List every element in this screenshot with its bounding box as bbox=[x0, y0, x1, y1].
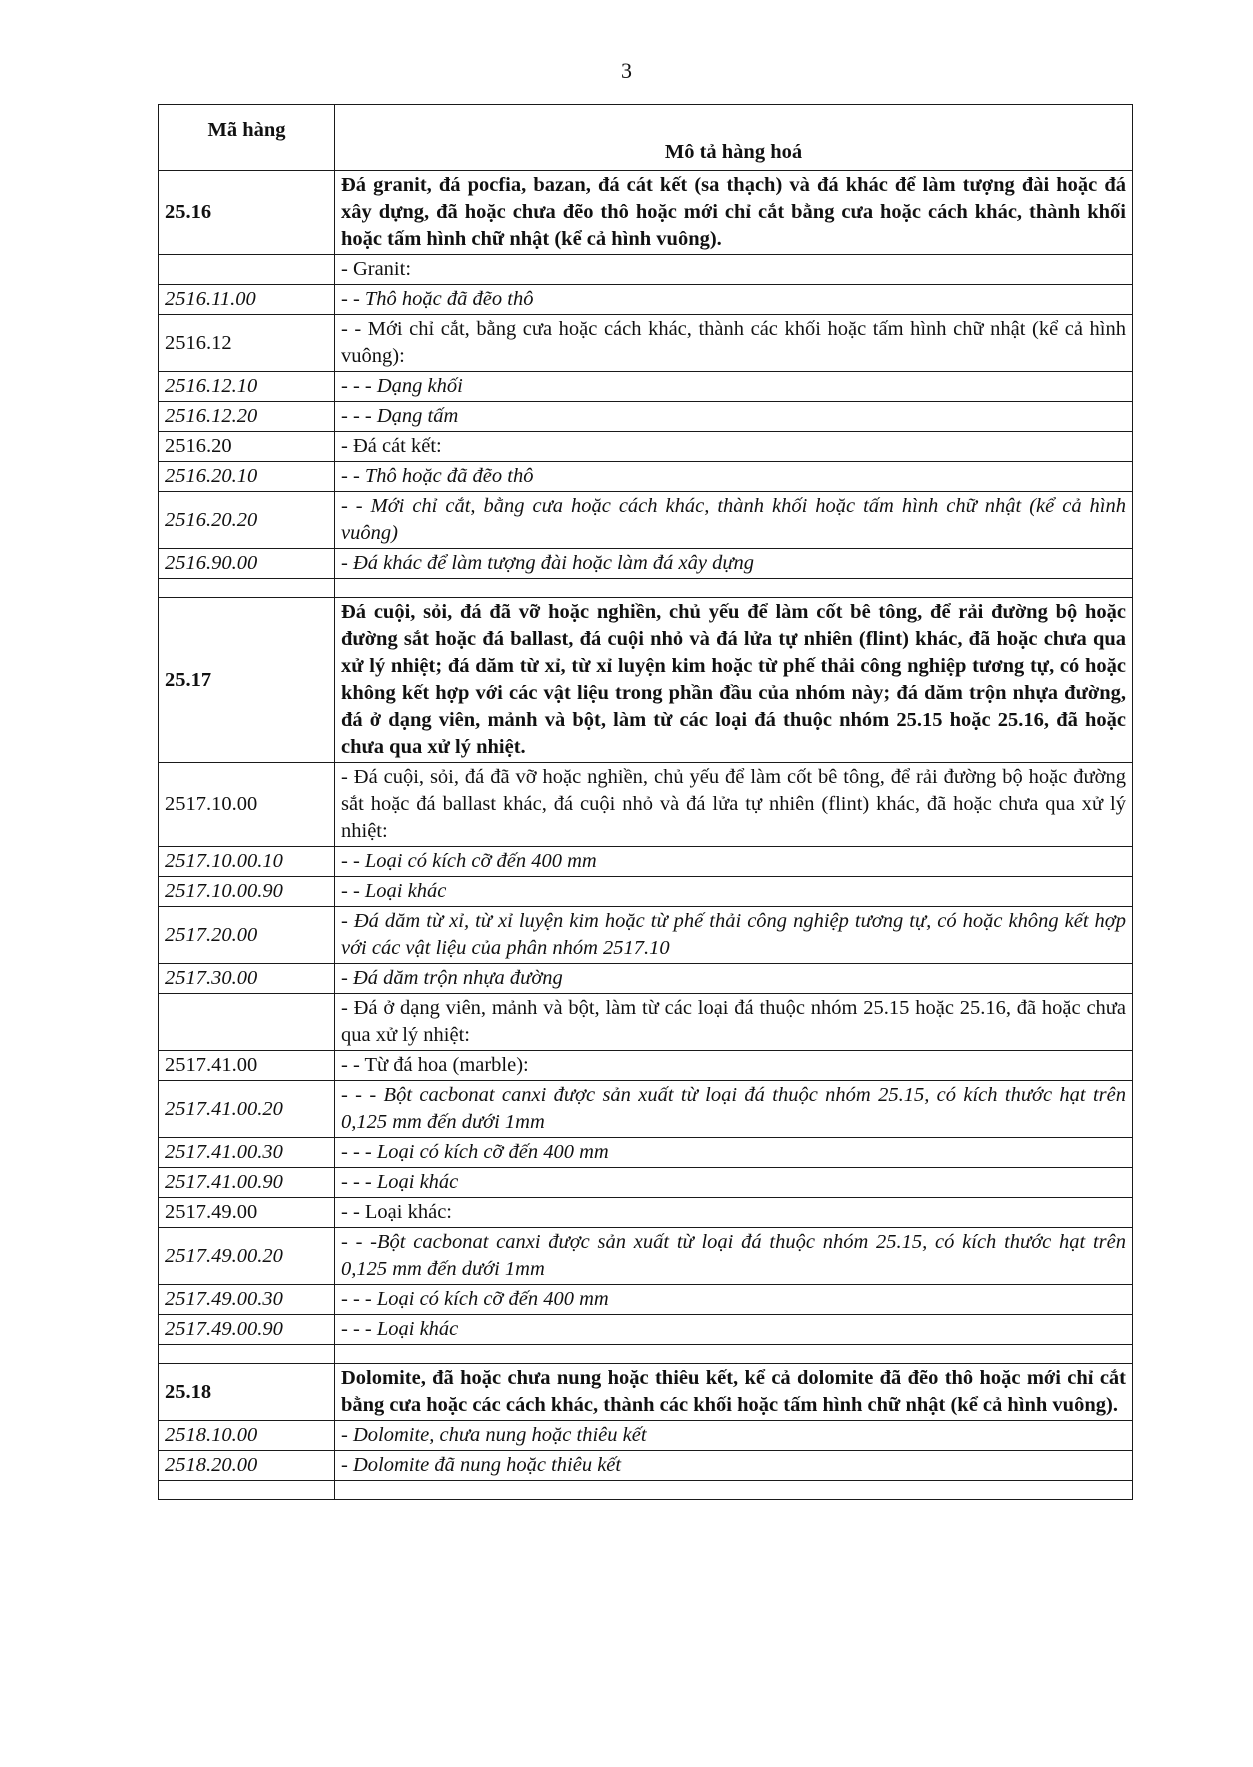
description-cell: - Đá ở dạng viên, mảnh và bột, làm từ các loại đá thuộc nhóm 25.15 hoặc 25.16, đã hoặc chưa qua xử lý nhiệt: bbox=[335, 994, 1133, 1051]
table-row bbox=[159, 994, 1133, 1051]
header-description: Mô tả hàng hoá bbox=[335, 105, 1133, 171]
hs-code-cell: 2517.41.00.90 bbox=[159, 1168, 335, 1198]
tariff-table bbox=[158, 104, 1133, 1500]
description-cell: - Dolomite đã nung hoặc thiêu kết bbox=[335, 1451, 1133, 1481]
description-cell: - - - Loại có kích cỡ đến 400 mm bbox=[335, 1285, 1133, 1315]
table-row bbox=[159, 549, 1133, 579]
hs-code-cell: 2517.41.00.20 bbox=[159, 1081, 335, 1138]
description-cell: - - Từ đá hoa (marble): bbox=[335, 1051, 1133, 1081]
description-cell bbox=[335, 579, 1133, 598]
description-cell: - - - Bột cacbonat canxi được sản xuất từ loại đá thuộc nhóm 25.15, có kích thước hạt trên 0,125 mm đến dưới 1mm bbox=[335, 1081, 1133, 1138]
description-cell: Dolomite, đã hoặc chưa nung hoặc thiêu kết, kể cả dolomite đã đẽo thô hoặc mới chỉ cắt bằng cưa hoặc các cách khác, thành các khối hoặc tấm hình chữ nhật (kể cả hình vuông). bbox=[335, 1364, 1133, 1421]
description-cell: - - - Loại khác bbox=[335, 1315, 1133, 1345]
table-row bbox=[159, 1364, 1133, 1421]
table-row bbox=[159, 372, 1133, 402]
table-row bbox=[159, 907, 1133, 964]
table-row bbox=[159, 255, 1133, 285]
hs-code-cell bbox=[159, 255, 335, 285]
table-row bbox=[159, 598, 1133, 763]
hs-code-cell: 2517.49.00.30 bbox=[159, 1285, 335, 1315]
hs-code-cell: 2516.12 bbox=[159, 315, 335, 372]
hs-code-cell: 2517.49.00.20 bbox=[159, 1228, 335, 1285]
hs-code-cell: 2516.12.20 bbox=[159, 402, 335, 432]
table-row bbox=[159, 285, 1133, 315]
hs-code-cell: 2516.90.00 bbox=[159, 549, 335, 579]
hs-code-cell: 2516.20.20 bbox=[159, 492, 335, 549]
hs-code-cell bbox=[159, 1345, 335, 1364]
hs-code-cell bbox=[159, 994, 335, 1051]
table-row bbox=[159, 492, 1133, 549]
table-row bbox=[159, 1285, 1133, 1315]
hs-code-cell: 2517.10.00.10 bbox=[159, 847, 335, 877]
description-cell: - Đá cuội, sỏi, đá đã vỡ hoặc nghiền, chủ yếu để làm cốt bê tông, để rải đường bộ hoặc đường sắt hoặc đá ballast khác, đá cuội nhỏ và đá lửa tự nhiên (flint) khác, đã hoặc chưa qua xử lý nhiệt: bbox=[335, 763, 1133, 847]
table-row bbox=[159, 171, 1133, 255]
hs-code-cell: 25.16 bbox=[159, 171, 335, 255]
table-row bbox=[159, 847, 1133, 877]
description-cell: - - - Loại có kích cỡ đến 400 mm bbox=[335, 1138, 1133, 1168]
table-row bbox=[159, 1421, 1133, 1451]
hs-code-cell: 2517.49.00.90 bbox=[159, 1315, 335, 1345]
hs-code-cell: 2517.20.00 bbox=[159, 907, 335, 964]
spacer-row bbox=[159, 1345, 1133, 1364]
table-row bbox=[159, 1138, 1133, 1168]
table-row bbox=[159, 964, 1133, 994]
table-row bbox=[159, 462, 1133, 492]
description-cell: - - -Bột cacbonat canxi được sản xuất từ loại đá thuộc nhóm 25.15, có kích thước hạt trên 0,125 mm đến dưới 1mm bbox=[335, 1228, 1133, 1285]
description-cell: - - Thô hoặc đã đẽo thô bbox=[335, 285, 1133, 315]
description-cell: - Đá dăm trộn nhựa đường bbox=[335, 964, 1133, 994]
table-row bbox=[159, 1168, 1133, 1198]
hs-code-cell: 25.18 bbox=[159, 1364, 335, 1421]
hs-code-cell: 2518.10.00 bbox=[159, 1421, 335, 1451]
hs-code-cell: 2517.30.00 bbox=[159, 964, 335, 994]
description-cell: - Granit: bbox=[335, 255, 1133, 285]
spacer-row bbox=[159, 1481, 1133, 1500]
table-row bbox=[159, 763, 1133, 847]
description-cell: - - - Dạng tấm bbox=[335, 402, 1133, 432]
table-row bbox=[159, 315, 1133, 372]
hs-code-cell: 2517.41.00 bbox=[159, 1051, 335, 1081]
description-cell: - Đá cát kết: bbox=[335, 432, 1133, 462]
description-cell: Đá granit, đá pocfia, bazan, đá cát kết (sa thạch) và đá khác để làm tượng đài hoặc đá xây dựng, đã hoặc chưa đẽo thô hoặc mới chỉ cắt bằng cưa hoặc cách khác, thành khối hoặc tấm hình chữ nhật (kể cả hình vuông). bbox=[335, 171, 1133, 255]
description-cell: - - Thô hoặc đã đẽo thô bbox=[335, 462, 1133, 492]
hs-code-cell bbox=[159, 579, 335, 598]
hs-code-cell: 2516.20.10 bbox=[159, 462, 335, 492]
table-row bbox=[159, 432, 1133, 462]
description-cell: - - Mới chỉ cắt, bằng cưa hoặc cách khác, thành các khối hoặc tấm hình chữ nhật (kể cả hình vuông): bbox=[335, 315, 1133, 372]
hs-code-cell: 2517.10.00 bbox=[159, 763, 335, 847]
tariff-table-container bbox=[158, 104, 1132, 1500]
description-cell: - Đá khác để làm tượng đài hoặc làm đá xây dựng bbox=[335, 549, 1133, 579]
hs-code-cell: 2516.12.10 bbox=[159, 372, 335, 402]
table-header-row bbox=[159, 105, 1133, 171]
hs-code-cell: 2516.11.00 bbox=[159, 285, 335, 315]
hs-code-cell: 2518.20.00 bbox=[159, 1451, 335, 1481]
description-cell: Đá cuội, sỏi, đá đã vỡ hoặc nghiền, chủ yếu để làm cốt bê tông, để rải đường bộ hoặc đường sắt hoặc đá ballast, đá cuội nhỏ và đá lửa tự nhiên (flint) khác, đã hoặc chưa qua xử lý nhiệt; đá dăm từ xỉ, từ xỉ luyện kim hoặc từ phế thải công nghiệp tương tự, có hoặc không kết hợp với các vật liệu trong phần đầu của nhóm này; đá dăm trộn nhựa đường, đá ở dạng viên, mảnh và bột, làm từ các loại đá thuộc nhóm 25.15 hoặc 25.16, đã hoặc chưa qua xử lý nhiệt. bbox=[335, 598, 1133, 763]
table-row bbox=[159, 1081, 1133, 1138]
description-cell: - - - Dạng khối bbox=[335, 372, 1133, 402]
description-cell: - - Mới chỉ cắt, bằng cưa hoặc cách khác, thành khối hoặc tấm hình chữ nhật (kể cả hình vuông) bbox=[335, 492, 1133, 549]
table-row bbox=[159, 1051, 1133, 1081]
table-row bbox=[159, 877, 1133, 907]
hs-code-cell: 2517.41.00.30 bbox=[159, 1138, 335, 1168]
page-number: 3 bbox=[621, 58, 632, 83]
description-cell: - - - Loại khác bbox=[335, 1168, 1133, 1198]
hs-code-cell: 25.17 bbox=[159, 598, 335, 763]
description-cell: - Đá dăm từ xỉ, từ xỉ luyện kim hoặc từ phế thải công nghiệp tương tự, có hoặc không kết hợp với các vật liệu của phân nhóm 2517.10 bbox=[335, 907, 1133, 964]
description-cell: - - Loại có kích cỡ đến 400 mm bbox=[335, 847, 1133, 877]
description-cell: - - Loại khác: bbox=[335, 1198, 1133, 1228]
table-row bbox=[159, 1315, 1133, 1345]
description-cell bbox=[335, 1345, 1133, 1364]
description-cell bbox=[335, 1481, 1133, 1500]
header-code: Mã hàng bbox=[159, 105, 335, 171]
table-body bbox=[159, 171, 1133, 1500]
table-row bbox=[159, 1198, 1133, 1228]
table-row bbox=[159, 402, 1133, 432]
spacer-row bbox=[159, 579, 1133, 598]
description-cell: - Dolomite, chưa nung hoặc thiêu kết bbox=[335, 1421, 1133, 1451]
hs-code-cell: 2517.10.00.90 bbox=[159, 877, 335, 907]
hs-code-cell: 2517.49.00 bbox=[159, 1198, 335, 1228]
hs-code-cell: 2516.20 bbox=[159, 432, 335, 462]
table-row bbox=[159, 1451, 1133, 1481]
hs-code-cell bbox=[159, 1481, 335, 1500]
description-cell: - - Loại khác bbox=[335, 877, 1133, 907]
table-row bbox=[159, 1228, 1133, 1285]
